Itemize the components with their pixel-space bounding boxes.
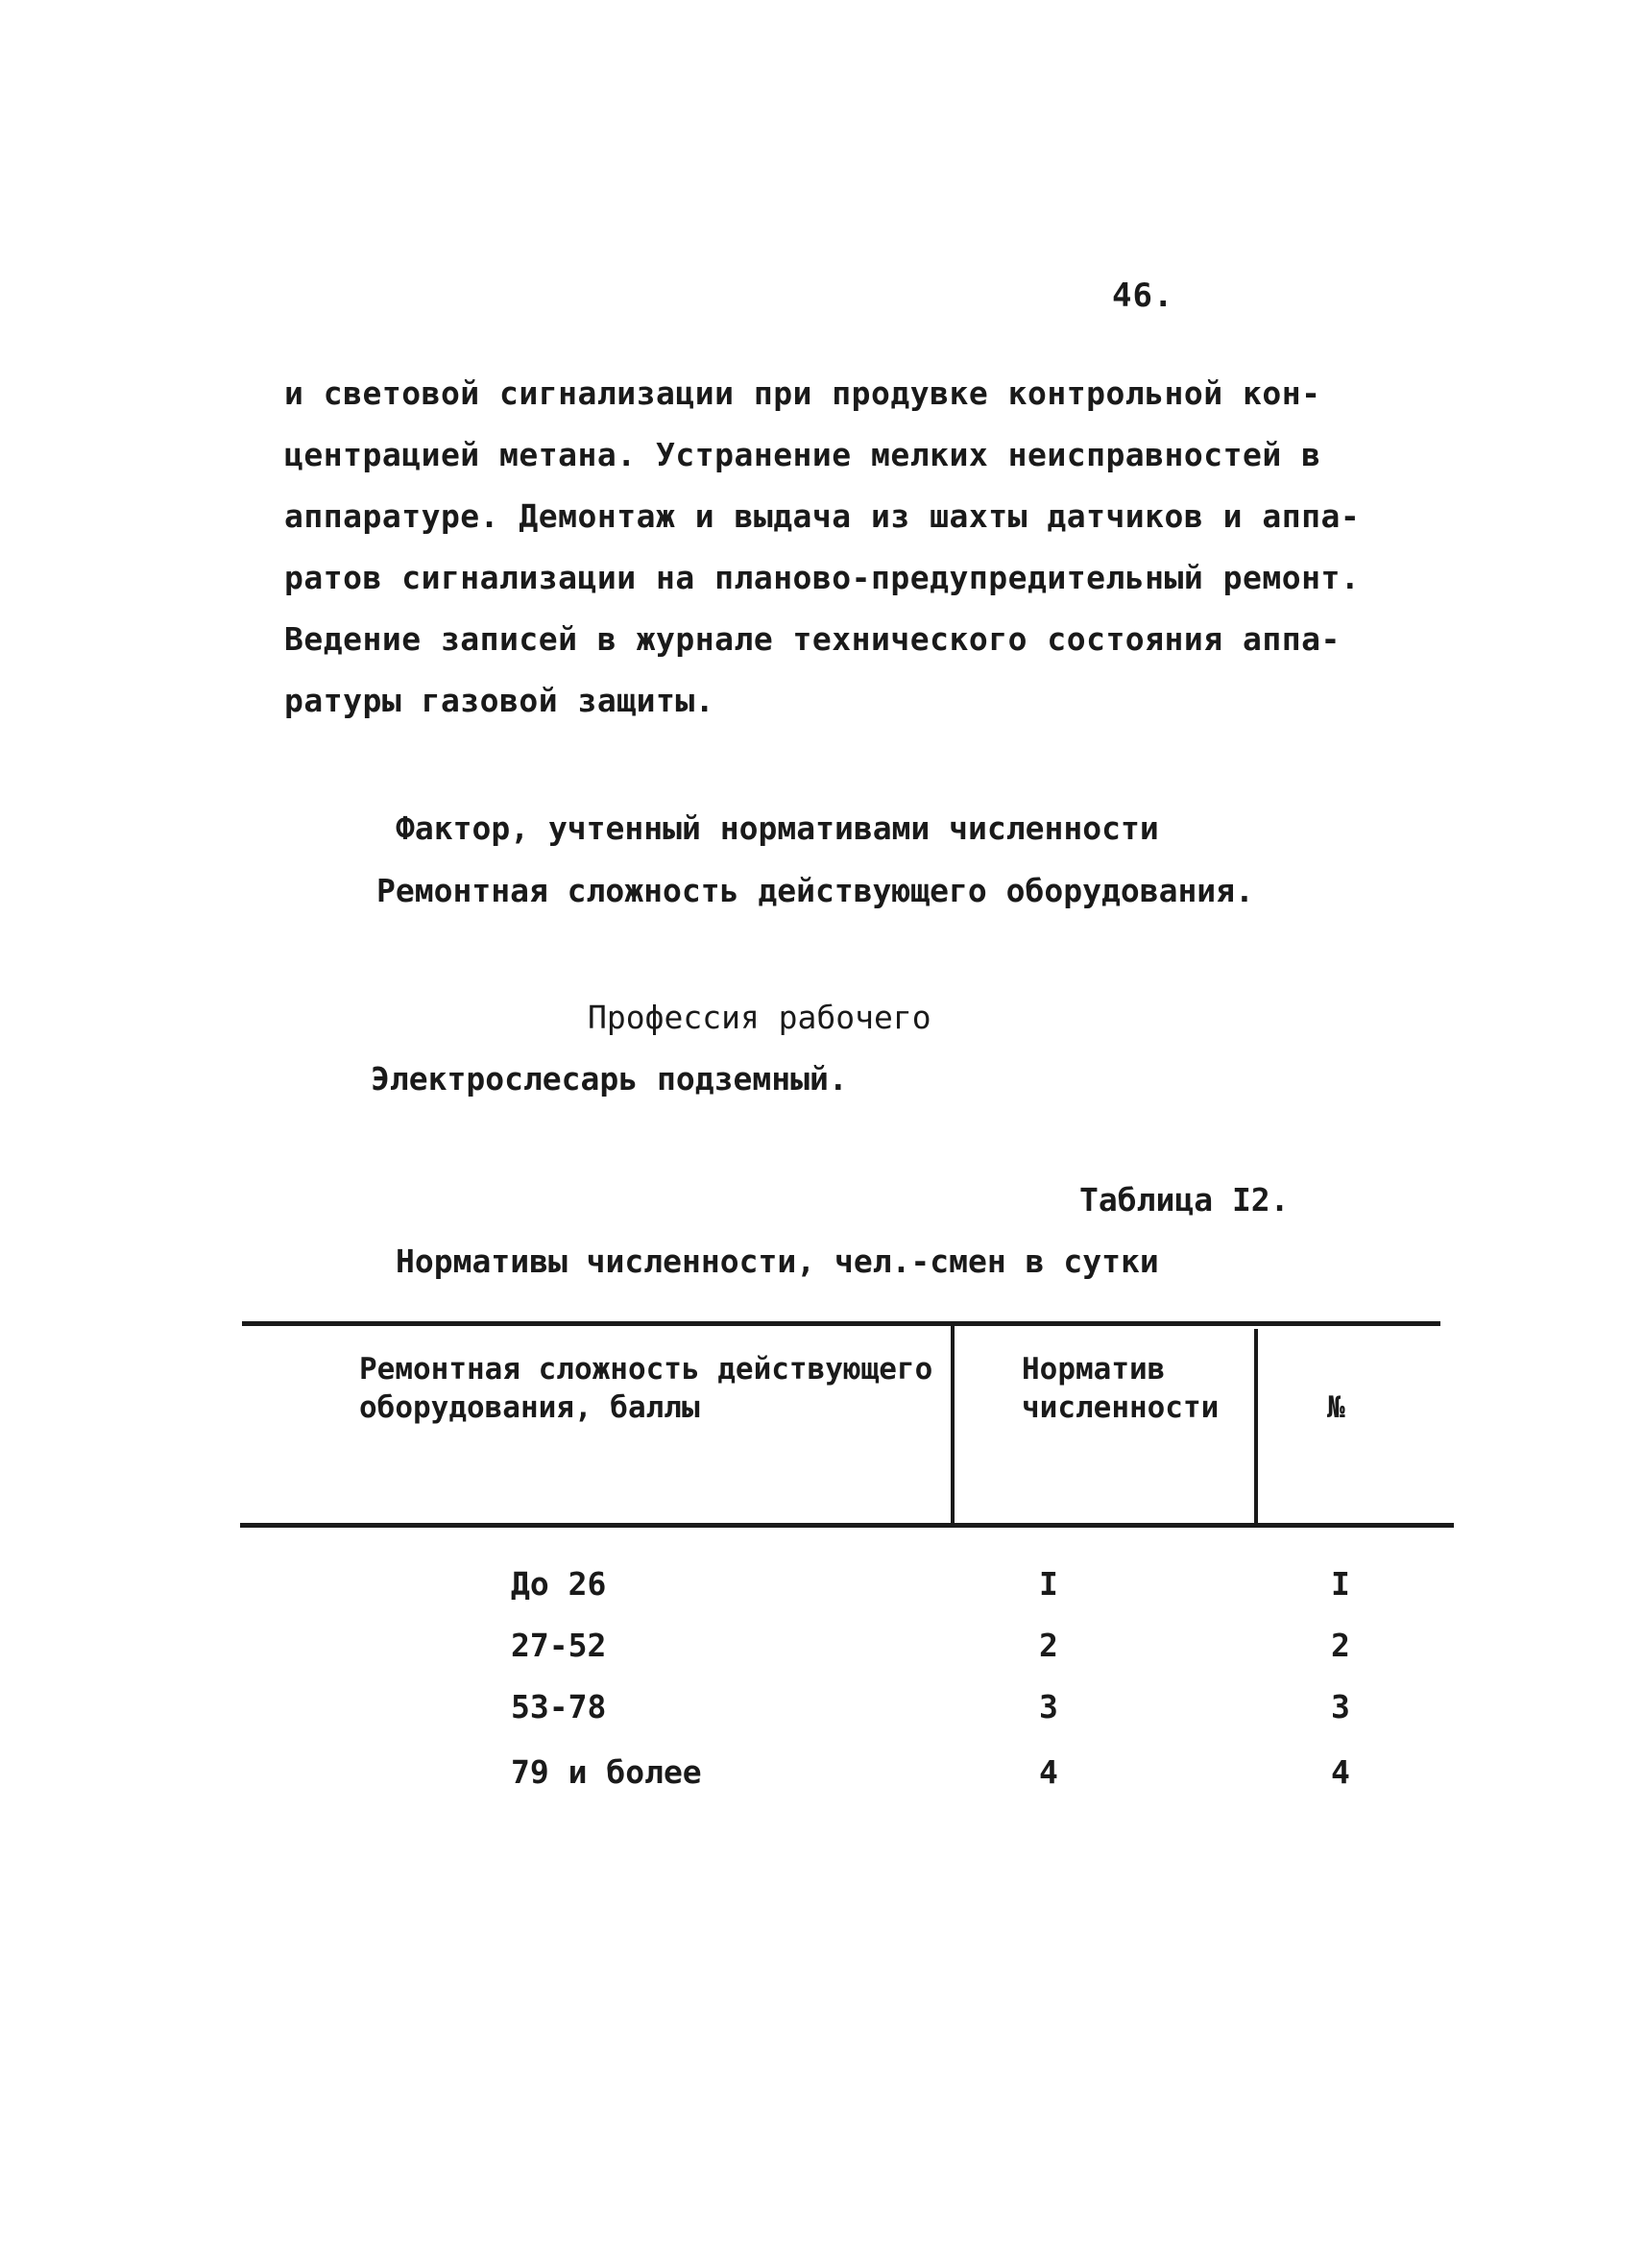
header-norm — [1022, 1350, 1219, 1427]
table-row — [0, 1688, 1644, 1746]
table-top-rule — [242, 1321, 1440, 1326]
cell-norm: 4 — [1039, 1753, 1058, 1791]
header-line: оборудования, баллы — [359, 1390, 700, 1425]
cell-number: 2 — [1331, 1627, 1350, 1664]
column-divider — [1254, 1329, 1258, 1523]
factor-value: Ремонтная сложность действующего оборудования. — [376, 872, 1254, 909]
column-divider — [951, 1325, 955, 1523]
paragraph-line: центрацией метана. Устранение мелких неисправностей в — [284, 436, 1321, 473]
page-number: 46. — [1112, 277, 1174, 315]
cell-range: До 26 — [511, 1565, 607, 1603]
cell-norm: 3 — [1039, 1688, 1058, 1725]
paragraph-line: аппаратуре. Демонтаж и выдача из шахты датчиков и аппа- — [284, 497, 1361, 535]
table-row — [0, 1565, 1644, 1623]
factor-heading: Фактор, учтенный нормативами численности — [396, 809, 1159, 847]
table-row — [0, 1627, 1644, 1684]
paragraph-line: и световой сигнализации при продувке контрольной кон- — [284, 374, 1321, 412]
header-line: Норматив — [1022, 1352, 1166, 1387]
cell-range: 53-78 — [511, 1688, 607, 1725]
table-number: Таблица I2. — [1079, 1181, 1290, 1218]
cell-range: 27-52 — [511, 1627, 607, 1664]
paragraph-line: Ведение записей в журнале технического состояния аппа- — [284, 620, 1341, 658]
table-row — [0, 1753, 1644, 1811]
header-complexity — [359, 1350, 932, 1427]
body-paragraph — [284, 363, 1360, 732]
header-number: № — [1327, 1390, 1345, 1425]
paragraph-line: ратуры газовой защиты. — [284, 682, 715, 719]
profession-value: Электрослесарь подземный. — [371, 1060, 848, 1098]
cell-number: 3 — [1331, 1688, 1350, 1725]
profession-heading: Профессия рабочего — [588, 999, 931, 1036]
table-header-rule — [240, 1523, 1454, 1528]
cell-range: 79 и более — [511, 1753, 702, 1791]
table-caption: Нормативы численности, чел.-смен в сутки — [396, 1243, 1159, 1280]
cell-number: 4 — [1331, 1753, 1350, 1791]
header-line: Ремонтная сложность действующего — [359, 1352, 933, 1387]
header-line: численности — [1022, 1390, 1220, 1425]
cell-norm: I — [1039, 1565, 1058, 1603]
cell-number: I — [1331, 1565, 1350, 1603]
paragraph-line: ратов сигнализации на планово-предупредительный ремонт. — [284, 559, 1361, 596]
cell-norm: 2 — [1039, 1627, 1058, 1664]
